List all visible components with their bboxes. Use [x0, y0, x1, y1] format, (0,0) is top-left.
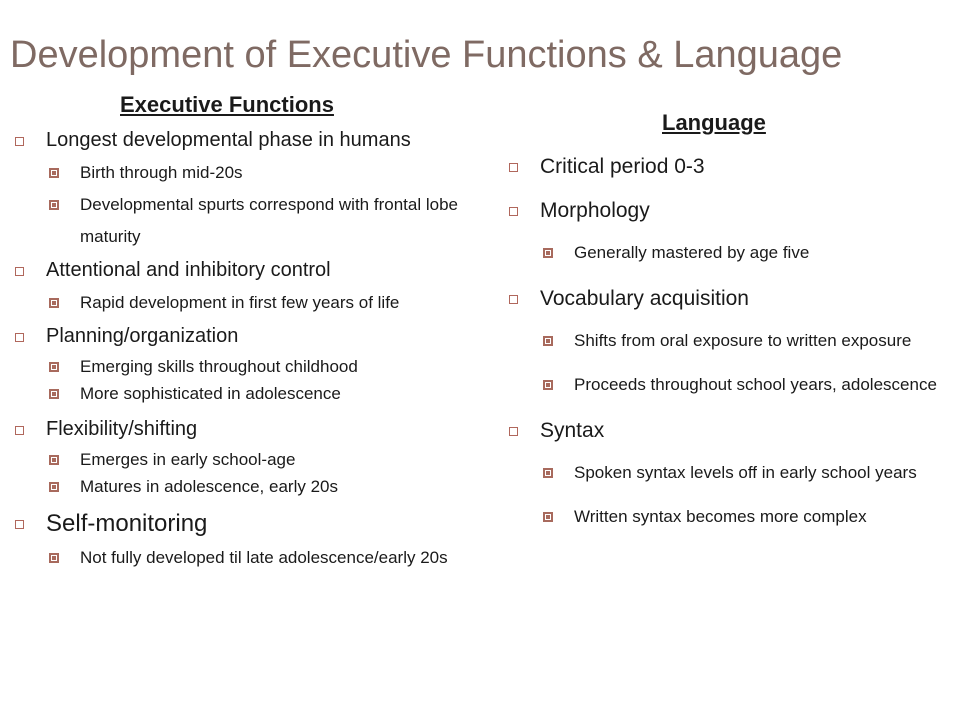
lang-bullet-text: Critical period 0-3: [540, 155, 705, 178]
executive-functions-heading: Executive Functions: [120, 92, 334, 117]
square-bullet-icon: [49, 362, 59, 372]
executive-functions-column: [14, 90, 476, 574]
ef-bullet-text: Longest developmental phase in humans: [46, 129, 411, 151]
ef-subbullet-text: More sophisticated in adolescence: [80, 384, 341, 403]
slide-title: Development of Executive Functions & Language: [10, 34, 843, 76]
hollow-square-bullet-icon: [509, 207, 518, 216]
lang-bullet-text: Morphology: [540, 199, 650, 222]
ef-subbullet: [14, 446, 476, 473]
ef-bullet-text: Planning/organization: [46, 325, 239, 347]
hollow-square-bullet-icon: [15, 267, 24, 276]
ef-subbullet-text: Matures in adolescence, early 20s: [80, 477, 338, 496]
lang-subbullet: [508, 502, 958, 532]
lang-subbullet-text: Shifts from oral exposure to written exposure: [574, 331, 912, 350]
square-bullet-icon: [49, 298, 59, 308]
language-column: [508, 108, 958, 548]
lang-bullet-critical-period: [508, 152, 958, 182]
ef-subbullet: [14, 157, 476, 189]
ef-subbullet: [14, 287, 476, 319]
ef-subbullet-text: Developmental spurts correspond with frontal lobe maturity: [80, 195, 458, 246]
lang-bullet-vocabulary: [508, 284, 958, 314]
ef-bullet-text: Self-monitoring: [46, 510, 208, 537]
lang-subbullet-text: Spoken syntax levels off in early school years: [574, 463, 917, 482]
hollow-square-bullet-icon: [15, 137, 24, 146]
lang-subbullet: [508, 458, 958, 488]
ef-subbullet: [14, 473, 476, 500]
ef-bullet-attentional-control: [14, 254, 476, 287]
ef-subbullet: [14, 380, 476, 407]
square-bullet-icon: [49, 553, 59, 563]
ef-bullet-longest-phase: [14, 124, 476, 157]
ef-subbullet-text: Not fully developed til late adolescence/early 20s: [80, 548, 448, 567]
ef-subbullet: [14, 542, 476, 574]
square-bullet-icon: [543, 380, 553, 390]
hollow-square-bullet-icon: [509, 295, 518, 304]
hollow-square-bullet-icon: [509, 427, 518, 436]
ef-bullet-flexibility: [14, 413, 476, 446]
lang-bullet-morphology: [508, 196, 958, 226]
language-heading: Language: [662, 110, 766, 135]
ef-bullet-planning: [14, 320, 476, 353]
ef-subbullet: [14, 353, 476, 380]
square-bullet-icon: [49, 389, 59, 399]
lang-bullet-text: Vocabulary acquisition: [540, 287, 749, 310]
lang-subbullet: [508, 370, 958, 400]
lang-subbullet-text: Written syntax becomes more complex: [574, 507, 867, 526]
square-bullet-icon: [543, 512, 553, 522]
ef-bullet-self-monitoring: [14, 506, 476, 542]
square-bullet-icon: [49, 482, 59, 492]
hollow-square-bullet-icon: [15, 520, 24, 529]
ef-subbullet-text: Emerges in early school-age: [80, 450, 296, 469]
ef-bullet-text: Flexibility/shifting: [46, 418, 198, 440]
ef-subbullet-text: Birth through mid-20s: [80, 163, 243, 182]
ef-subbullet-text: Emerging skills throughout childhood: [80, 357, 358, 376]
ef-subbullet: [14, 189, 476, 253]
ef-subbullet-text: Rapid development in first few years of life: [80, 293, 400, 312]
square-bullet-icon: [543, 468, 553, 478]
lang-subbullet-text: Generally mastered by age five: [574, 243, 810, 262]
lang-subbullet: [508, 238, 958, 268]
lang-subbullet: [508, 326, 958, 356]
square-bullet-icon: [49, 168, 59, 178]
lang-bullet-syntax: [508, 416, 958, 446]
ef-bullet-text: Attentional and inhibitory control: [46, 259, 331, 281]
square-bullet-icon: [543, 248, 553, 258]
lang-subbullet-text: Proceeds throughout school years, adolescence: [574, 375, 937, 394]
hollow-square-bullet-icon: [15, 426, 24, 435]
hollow-square-bullet-icon: [509, 163, 518, 172]
square-bullet-icon: [49, 455, 59, 465]
lang-bullet-text: Syntax: [540, 419, 605, 442]
square-bullet-icon: [543, 336, 553, 346]
square-bullet-icon: [49, 200, 59, 210]
hollow-square-bullet-icon: [15, 333, 24, 342]
